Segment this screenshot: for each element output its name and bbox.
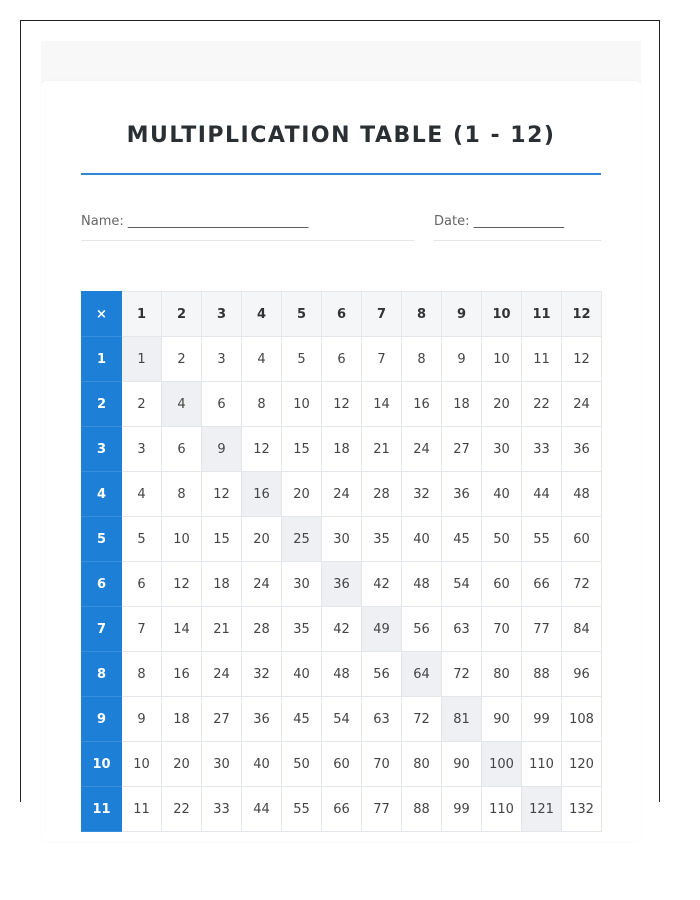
page-title: MULTIPLICATION TABLE (1 - 12) <box>126 123 556 148</box>
square-cell: 9 <box>202 427 242 472</box>
row-header: 7 <box>82 607 122 652</box>
row-header: 10 <box>82 742 122 787</box>
table-row <box>82 562 602 607</box>
student-fields <box>81 214 601 242</box>
page-frame <box>20 20 660 817</box>
product-cell: 60 <box>322 742 362 787</box>
product-cell: 132 <box>562 787 602 832</box>
product-cell: 90 <box>442 742 482 787</box>
product-cell: 5 <box>122 517 162 562</box>
product-cell: 12 <box>162 562 202 607</box>
column-header: 8 <box>402 292 442 337</box>
product-cell: 24 <box>402 427 442 472</box>
square-cell: 16 <box>242 472 282 517</box>
row-header: 6 <box>82 562 122 607</box>
product-cell: 10 <box>482 337 522 382</box>
product-cell: 16 <box>402 382 442 427</box>
square-cell: 4 <box>162 382 202 427</box>
product-cell: 42 <box>362 562 402 607</box>
product-cell: 110 <box>522 742 562 787</box>
product-cell: 12 <box>322 382 362 427</box>
column-header: 12 <box>562 292 602 337</box>
product-cell: 77 <box>522 607 562 652</box>
product-cell: 32 <box>242 652 282 697</box>
product-cell: 70 <box>482 607 522 652</box>
product-cell: 42 <box>322 607 362 652</box>
product-cell: 63 <box>362 697 402 742</box>
row-header: 2 <box>82 382 122 427</box>
product-cell: 35 <box>282 607 322 652</box>
product-cell: 72 <box>442 652 482 697</box>
row-header: 1 <box>82 337 122 382</box>
product-cell: 45 <box>282 697 322 742</box>
product-cell: 50 <box>482 517 522 562</box>
product-cell: 28 <box>362 472 402 517</box>
worksheet <box>41 41 641 831</box>
product-cell: 54 <box>442 562 482 607</box>
product-cell: 22 <box>522 382 562 427</box>
product-cell: 30 <box>202 742 242 787</box>
product-cell: 63 <box>442 607 482 652</box>
product-cell: 28 <box>242 607 282 652</box>
product-cell: 4 <box>122 472 162 517</box>
column-header: 10 <box>482 292 522 337</box>
product-cell: 56 <box>402 607 442 652</box>
product-cell: 32 <box>402 472 442 517</box>
square-cell: 1 <box>122 337 162 382</box>
product-cell: 70 <box>362 742 402 787</box>
product-cell: 108 <box>562 697 602 742</box>
product-cell: 24 <box>242 562 282 607</box>
row-header: 11 <box>82 787 122 832</box>
product-cell: 27 <box>442 427 482 472</box>
product-cell: 6 <box>322 337 362 382</box>
product-cell: 16 <box>162 652 202 697</box>
square-cell: 81 <box>442 697 482 742</box>
product-cell: 96 <box>562 652 602 697</box>
product-cell: 18 <box>202 562 242 607</box>
row-header: 4 <box>82 472 122 517</box>
product-cell: 24 <box>322 472 362 517</box>
product-cell: 84 <box>562 607 602 652</box>
table-row <box>82 652 602 697</box>
date-label: Date: <box>434 214 470 229</box>
product-cell: 30 <box>482 427 522 472</box>
product-cell: 50 <box>282 742 322 787</box>
product-cell: 88 <box>522 652 562 697</box>
product-cell: 44 <box>522 472 562 517</box>
product-cell: 110 <box>482 787 522 832</box>
table-row <box>82 472 602 517</box>
name-field[interactable] <box>81 214 414 241</box>
table-row <box>82 382 602 427</box>
product-cell: 2 <box>122 382 162 427</box>
product-cell: 18 <box>162 697 202 742</box>
product-cell: 20 <box>242 517 282 562</box>
product-cell: 6 <box>122 562 162 607</box>
table-row <box>82 787 602 832</box>
product-cell: 8 <box>402 337 442 382</box>
product-cell: 14 <box>162 607 202 652</box>
product-cell: 4 <box>242 337 282 382</box>
product-cell: 45 <box>442 517 482 562</box>
product-cell: 6 <box>202 382 242 427</box>
square-cell: 49 <box>362 607 402 652</box>
product-cell: 60 <box>482 562 522 607</box>
product-cell: 54 <box>322 697 362 742</box>
date-blank: _______________ <box>473 214 564 229</box>
product-cell: 33 <box>202 787 242 832</box>
product-cell: 8 <box>122 652 162 697</box>
square-cell: 25 <box>282 517 322 562</box>
product-cell: 18 <box>442 382 482 427</box>
product-cell: 77 <box>362 787 402 832</box>
product-cell: 66 <box>522 562 562 607</box>
product-cell: 90 <box>482 697 522 742</box>
product-cell: 55 <box>522 517 562 562</box>
column-header: 3 <box>202 292 242 337</box>
product-cell: 18 <box>322 427 362 472</box>
row-header: 9 <box>82 697 122 742</box>
product-cell: 20 <box>482 382 522 427</box>
column-header: 1 <box>122 292 162 337</box>
product-cell: 36 <box>242 697 282 742</box>
product-cell: 48 <box>402 562 442 607</box>
product-cell: 80 <box>402 742 442 787</box>
product-cell: 7 <box>362 337 402 382</box>
table-row <box>82 742 602 787</box>
product-cell: 40 <box>482 472 522 517</box>
product-cell: 24 <box>562 382 602 427</box>
column-header: 6 <box>322 292 362 337</box>
product-cell: 21 <box>202 607 242 652</box>
product-cell: 12 <box>242 427 282 472</box>
product-cell: 30 <box>282 562 322 607</box>
product-cell: 8 <box>242 382 282 427</box>
name-label: Name: <box>81 214 124 229</box>
square-cell: 64 <box>402 652 442 697</box>
table-row <box>82 337 602 382</box>
worksheet-card <box>41 81 641 841</box>
product-cell: 12 <box>202 472 242 517</box>
product-cell: 11 <box>522 337 562 382</box>
product-cell: 8 <box>162 472 202 517</box>
product-cell: 11 <box>122 787 162 832</box>
product-cell: 6 <box>162 427 202 472</box>
product-cell: 40 <box>402 517 442 562</box>
product-cell: 15 <box>202 517 242 562</box>
product-cell: 14 <box>362 382 402 427</box>
product-cell: 10 <box>122 742 162 787</box>
table-row <box>82 517 602 562</box>
product-cell: 55 <box>282 787 322 832</box>
product-cell: 120 <box>562 742 602 787</box>
product-cell: 9 <box>442 337 482 382</box>
product-cell: 56 <box>362 652 402 697</box>
product-cell: 2 <box>162 337 202 382</box>
product-cell: 99 <box>522 697 562 742</box>
product-cell: 10 <box>162 517 202 562</box>
product-cell: 24 <box>202 652 242 697</box>
column-header: 11 <box>522 292 562 337</box>
product-cell: 40 <box>282 652 322 697</box>
product-cell: 80 <box>482 652 522 697</box>
square-cell: 36 <box>322 562 362 607</box>
product-cell: 12 <box>562 337 602 382</box>
product-cell: 88 <box>402 787 442 832</box>
column-header: 5 <box>282 292 322 337</box>
table-header-row <box>82 292 602 337</box>
title-underline <box>81 173 601 175</box>
product-cell: 40 <box>242 742 282 787</box>
product-cell: 3 <box>122 427 162 472</box>
product-cell: 10 <box>282 382 322 427</box>
product-cell: 21 <box>362 427 402 472</box>
table-row <box>82 427 602 472</box>
square-cell: 121 <box>522 787 562 832</box>
column-header: 7 <box>362 292 402 337</box>
row-header: 8 <box>82 652 122 697</box>
table-row <box>82 697 602 742</box>
multiplication-table-body <box>82 292 602 832</box>
product-cell: 60 <box>562 517 602 562</box>
column-header: 2 <box>162 292 202 337</box>
product-cell: 30 <box>322 517 362 562</box>
product-cell: 44 <box>242 787 282 832</box>
square-cell: 100 <box>482 742 522 787</box>
product-cell: 48 <box>322 652 362 697</box>
product-cell: 35 <box>362 517 402 562</box>
name-blank: ______________________________ <box>127 214 308 229</box>
product-cell: 9 <box>122 697 162 742</box>
row-header: 5 <box>82 517 122 562</box>
product-cell: 3 <box>202 337 242 382</box>
product-cell: 7 <box>122 607 162 652</box>
product-cell: 20 <box>282 472 322 517</box>
product-cell: 72 <box>562 562 602 607</box>
product-cell: 72 <box>402 697 442 742</box>
multiplication-table <box>81 291 602 832</box>
column-header: 4 <box>242 292 282 337</box>
product-cell: 5 <box>282 337 322 382</box>
product-cell: 20 <box>162 742 202 787</box>
product-cell: 48 <box>562 472 602 517</box>
product-cell: 15 <box>282 427 322 472</box>
table-row <box>82 607 602 652</box>
product-cell: 66 <box>322 787 362 832</box>
date-field[interactable] <box>434 214 601 241</box>
product-cell: 33 <box>522 427 562 472</box>
row-header: 3 <box>82 427 122 472</box>
corner-cell: × <box>82 292 122 337</box>
product-cell: 27 <box>202 697 242 742</box>
product-cell: 99 <box>442 787 482 832</box>
column-header: 9 <box>442 292 482 337</box>
product-cell: 22 <box>162 787 202 832</box>
product-cell: 36 <box>562 427 602 472</box>
product-cell: 36 <box>442 472 482 517</box>
